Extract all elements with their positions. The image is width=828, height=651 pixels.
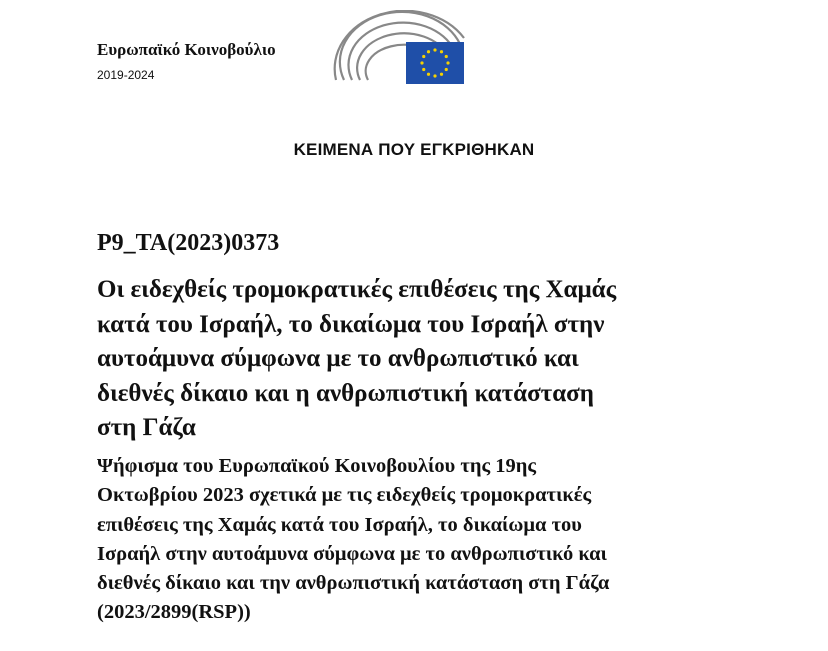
title-line: Οι ειδεχθείς τρομοκρατικές επιθέσεις της Χαμάς <box>97 276 617 303</box>
eu-star-icon <box>422 55 425 58</box>
eu-star-icon <box>440 73 443 76</box>
eu-star-icon <box>427 50 430 53</box>
eu-star-icon <box>433 48 436 51</box>
subtitle-line: (2023/2899(RSP)) <box>97 601 251 624</box>
document-reference: P9_TA(2023)0373 <box>97 230 280 256</box>
title-line: στη Γάζα <box>97 414 196 441</box>
eu-star-icon <box>427 73 430 76</box>
title-line: κατά του Ισραήλ, το δικαίωμα του Ισραήλ στην <box>97 310 605 338</box>
parliament-hemicycle-logo-icon <box>330 10 470 88</box>
eu-star-icon <box>422 68 425 71</box>
title-line: διεθνές δίκαιο και η ανθρωπιστική κατάσταση <box>97 379 594 407</box>
subtitle-line: επιθέσεις της Χαμάς κατά του Ισραήλ, το δικαίωμα του <box>97 513 582 536</box>
eu-star-icon <box>420 61 423 64</box>
eu-star-icon <box>433 74 436 77</box>
subtitle-line: Οκτωβρίου 2023 σχετικά με τις ειδεχθείς τρομοκρατικές <box>97 484 592 507</box>
document-type-heading: ΚΕΙΜΕΝΑ ΠΟΥ ΕΓΚΡΙΘΗΚΑΝ <box>293 140 535 159</box>
eu-flag-icon <box>406 42 464 84</box>
eu-star-icon <box>446 61 449 64</box>
logo-term: 2019-2024 <box>97 68 155 82</box>
title-line: αυτοάμυνα σύμφωνα με το ανθρωπιστικό και <box>97 345 579 372</box>
eu-star-icon <box>445 68 448 71</box>
document-title <box>97 273 616 446</box>
subtitle-line: Ισραήλ στην αυτοάμυνα σύμφωνα με το ανθρωπιστικό και <box>97 542 607 565</box>
subtitle-line: Ψήφισμα του Ευρωπαϊκού Κοινοβουλίου της 19ης <box>97 455 537 477</box>
eu-star-icon <box>445 55 448 58</box>
resolution-subtitle <box>97 452 609 628</box>
logo-institution-name: Ευρωπαϊκό Κοινοβούλιο <box>97 40 276 59</box>
eu-star-icon <box>440 50 443 53</box>
subtitle-line: διεθνές δίκαιο και την ανθρωπιστική κατάσταση στη Γάζα <box>97 572 610 595</box>
